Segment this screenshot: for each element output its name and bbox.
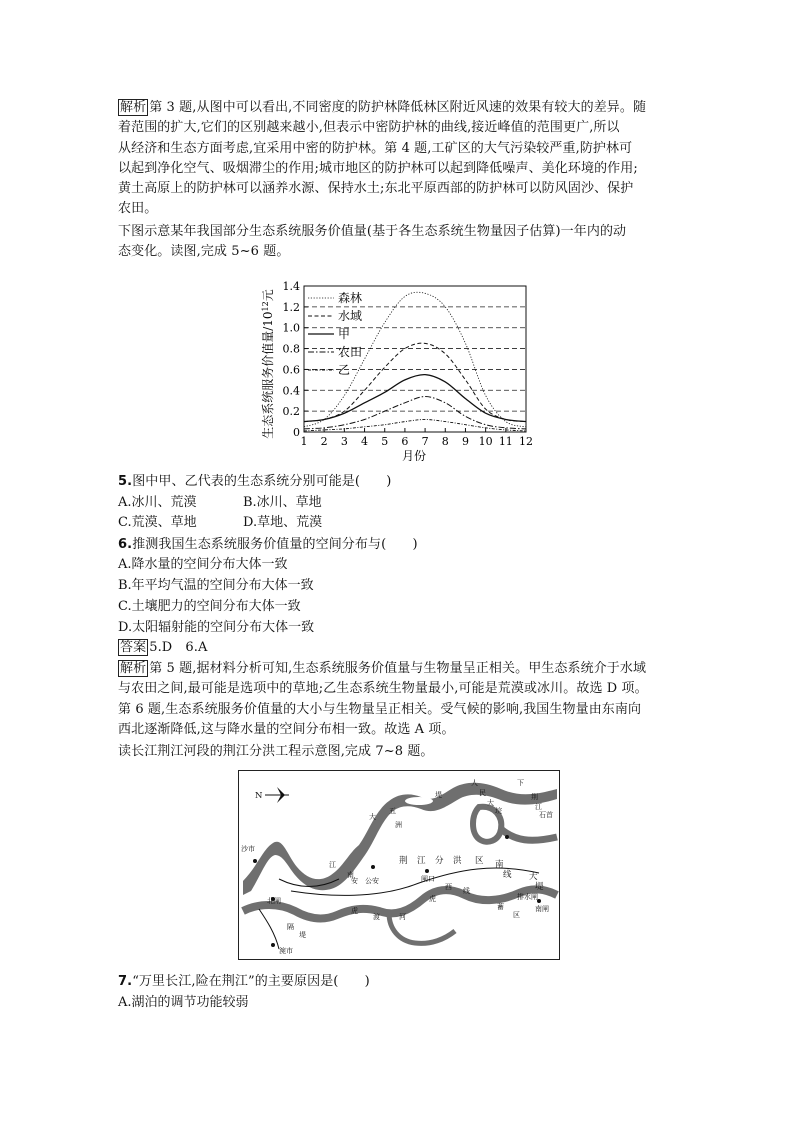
map-place-label: 蓄 [497, 903, 504, 911]
map-place-label: 南 [347, 871, 354, 879]
text-line: 黄土高原上的防护林可以涵养水源、保持水土;东北平原西部的防护林可以防风固沙、保护 [118, 181, 634, 197]
text-line: 西北逐渐降低,这与降水量的空间分布相一致。故选 A 项。 [118, 721, 455, 737]
question-stem: 推测我国生态系统服务价值量的空间分布与( ) [132, 537, 418, 552]
chart-legend [308, 290, 362, 377]
island [405, 797, 433, 805]
map-place-label: 安 [351, 877, 358, 885]
option-a[interactable]: A.降水量的空间分布大体一致 [118, 557, 288, 572]
text-line: 以起到净化空气、吸烟滞尘的作用;城市地区的防护林可以起到降低噪声、美化环境的作用; [118, 160, 638, 176]
option-a[interactable]: A.湖泊的调节功能较弱 [118, 995, 249, 1010]
question-number: 5. [118, 474, 133, 489]
map-place-label: 线 [463, 887, 470, 895]
map-place-label: 堤 [435, 791, 442, 799]
map-place-label: 虎 [429, 895, 436, 903]
island [261, 875, 273, 895]
text-line: 与农田之间,最可能是选项中的草地;乙生态系统生物量最小,可能是荒漠或冰川。故选 D 项。 [118, 681, 648, 697]
svg-text:N: N [255, 791, 263, 801]
series-line-4 [304, 397, 526, 429]
question-stem: 图中甲、乙代表的生态系统分别可能是( ) [132, 474, 392, 489]
map-place-label: 河 [399, 913, 406, 921]
x-tick-label: 9 [461, 435, 469, 448]
question-number: 7. [118, 974, 133, 989]
x-tick-label: 2 [320, 435, 328, 448]
map-place-label: 隔 [287, 923, 294, 931]
map-place-label: 虎 [351, 907, 358, 915]
x-axis-label: 月份 [401, 449, 427, 463]
map-place-label: 堤 [299, 931, 306, 939]
map-place-label: 江 [329, 861, 336, 869]
map-place-label: 公安 [365, 877, 379, 885]
chart-axes [283, 280, 534, 448]
map-place-label: 区 [513, 911, 520, 919]
text-line: 态变化。读图,完成 5~6 题。 [118, 244, 290, 260]
question-6 [118, 535, 684, 555]
map-place-label: 闸口 [421, 875, 435, 883]
text-line: 下图示意某年我国部分生态系统服务价值量(基于各生态系统生物量因子估算)一年内的动 [118, 224, 627, 239]
y-tick-label: 0.6 [282, 363, 300, 377]
series-line-3 [304, 375, 526, 422]
y-tick-label: 1.0 [282, 321, 300, 335]
map-place-label: 大 [487, 799, 494, 807]
answer-line [118, 638, 684, 658]
option-b[interactable]: B.年平均气温的空间分布大体一致 [118, 578, 314, 593]
option-d[interactable]: D.草地、荒漠 [243, 515, 323, 530]
text-line: 农田。 [118, 201, 158, 217]
y-tick-label: 1.2 [282, 300, 300, 314]
analysis-tag: 解析 [120, 661, 147, 676]
map-place-label: 北闸 [267, 897, 281, 905]
legend-label: 乙 [338, 363, 351, 377]
analysis-paragraph-1 [118, 98, 684, 220]
legend-label: 甲 [338, 327, 351, 341]
question-5 [118, 472, 684, 492]
map-place-label: 五 [389, 807, 396, 815]
map-place-label: 涴市 [279, 947, 293, 955]
x-tick-label: 10 [478, 435, 493, 448]
legend-label: 森林 [338, 291, 363, 305]
y-tick-label: 0.2 [282, 405, 300, 419]
map-place-label: 分 [435, 856, 444, 866]
x-tick-label: 11 [498, 435, 513, 448]
x-tick-label: 8 [441, 435, 449, 448]
analysis-paragraph-2 [118, 659, 684, 740]
map-place-label: 堤 [535, 882, 544, 892]
intro-5-6 [118, 222, 684, 263]
x-tick-label: 12 [519, 435, 533, 448]
x-tick-label: 5 [381, 435, 389, 448]
map-place-label: 沙市 [241, 845, 255, 853]
town-dot [425, 869, 429, 873]
legend-label: 农田 [338, 345, 363, 359]
y-axis-label: 生态系统服务价值量$/10^{12}$元 [261, 289, 275, 439]
y-tick-label: 0.4 [282, 384, 300, 398]
intro-7-8: 读长江荆江河段的荆江分洪工程示意图,完成 7~8 题。 [118, 744, 434, 759]
map-place-label: 洲 [395, 821, 402, 829]
x-tick-label: 3 [340, 435, 348, 448]
option-b[interactable]: B.冰川、草地 [243, 495, 322, 510]
answer-tag: 答案 [120, 640, 147, 655]
map-place-label: 江 [535, 803, 542, 811]
map-place-label: 石首 [539, 811, 553, 819]
y-tick-label: 1.4 [282, 280, 300, 293]
map-place-label: 下 [517, 779, 524, 787]
map-place-label: 垸 [495, 807, 502, 815]
map-place-label: 区 [475, 856, 484, 866]
map-place-label: 荆 [399, 856, 408, 866]
map-place-label: 荆 [531, 793, 538, 801]
question-7 [118, 972, 684, 992]
jingjiang-flood-diversion-map [238, 770, 560, 960]
map-place-label: 大 [369, 813, 376, 821]
text-line: 从经济和生态方面考虑,宜采用中密的防护林。第 4 题,工矿区的大气污染较严重,防护林可 [118, 140, 633, 156]
option-c[interactable]: C.土壤肥力的空间分布大体一致 [118, 599, 301, 614]
option-d[interactable]: D.太阳辐射能的空间分布大体一致 [118, 620, 315, 635]
text-line: 着范围的扩大,它们的区别越来越小,但表示中密防护林的曲线,接近峰值的范围更广,所以 [118, 120, 620, 136]
analysis-tag: 解析 [120, 100, 147, 115]
map-place-label: 民 [479, 789, 486, 797]
option-a[interactable]: A.冰川、荒漠 [118, 495, 197, 510]
option-c[interactable]: C.荒漠、草地 [118, 515, 197, 530]
map-place-label: 渡 [373, 913, 380, 921]
island [480, 815, 494, 835]
x-tick-label: 6 [401, 435, 409, 448]
town-dot [371, 865, 375, 869]
map-place-label: 大 [529, 872, 538, 882]
plot-frame [304, 286, 526, 432]
map-place-label: 洪 [453, 856, 462, 866]
text-line: 第 3 题,从图中可以看出,不同密度的防护林降低林区附近风速的效果有较大的差异。随 [149, 100, 647, 115]
map-place-label: 南 [495, 860, 504, 870]
map-place-label: 南闸 [535, 905, 549, 913]
question-number: 6. [118, 537, 133, 552]
legend-label: 水域 [338, 309, 363, 323]
series-line-5 [304, 419, 526, 430]
map-place-label: 人 [471, 779, 478, 787]
x-tick-label: 4 [361, 435, 369, 448]
map-place-label: 排水闸 [517, 893, 538, 901]
answer-text: 5.D 6.A [149, 640, 208, 655]
x-tick-label: 1 [300, 435, 308, 448]
town-dot [271, 943, 275, 947]
x-tick-label: 7 [421, 435, 429, 448]
map-place-label: 线 [503, 870, 512, 880]
town-dot [253, 859, 257, 863]
map-place-label: 西 [445, 883, 452, 891]
question-stem: “万里长江,险在荆江”的主要原因是( ) [132, 974, 370, 989]
y-tick-label: 0.8 [282, 342, 300, 356]
ecosystem-value-chart [258, 272, 536, 466]
text-line: 第 5 题,据材料分析可知,生态系统服务价值量与生物量呈正相关。甲生态系统介于水域 [149, 661, 647, 676]
town-dot [505, 835, 509, 839]
y-tick-label: 0 [293, 426, 300, 439]
map-place-label: 江 [417, 856, 426, 866]
text-line: 第 6 题,生态系统服务价值量的大小与生物量呈正相关。受气候的影响,我国生物量由东南向 [118, 701, 642, 717]
